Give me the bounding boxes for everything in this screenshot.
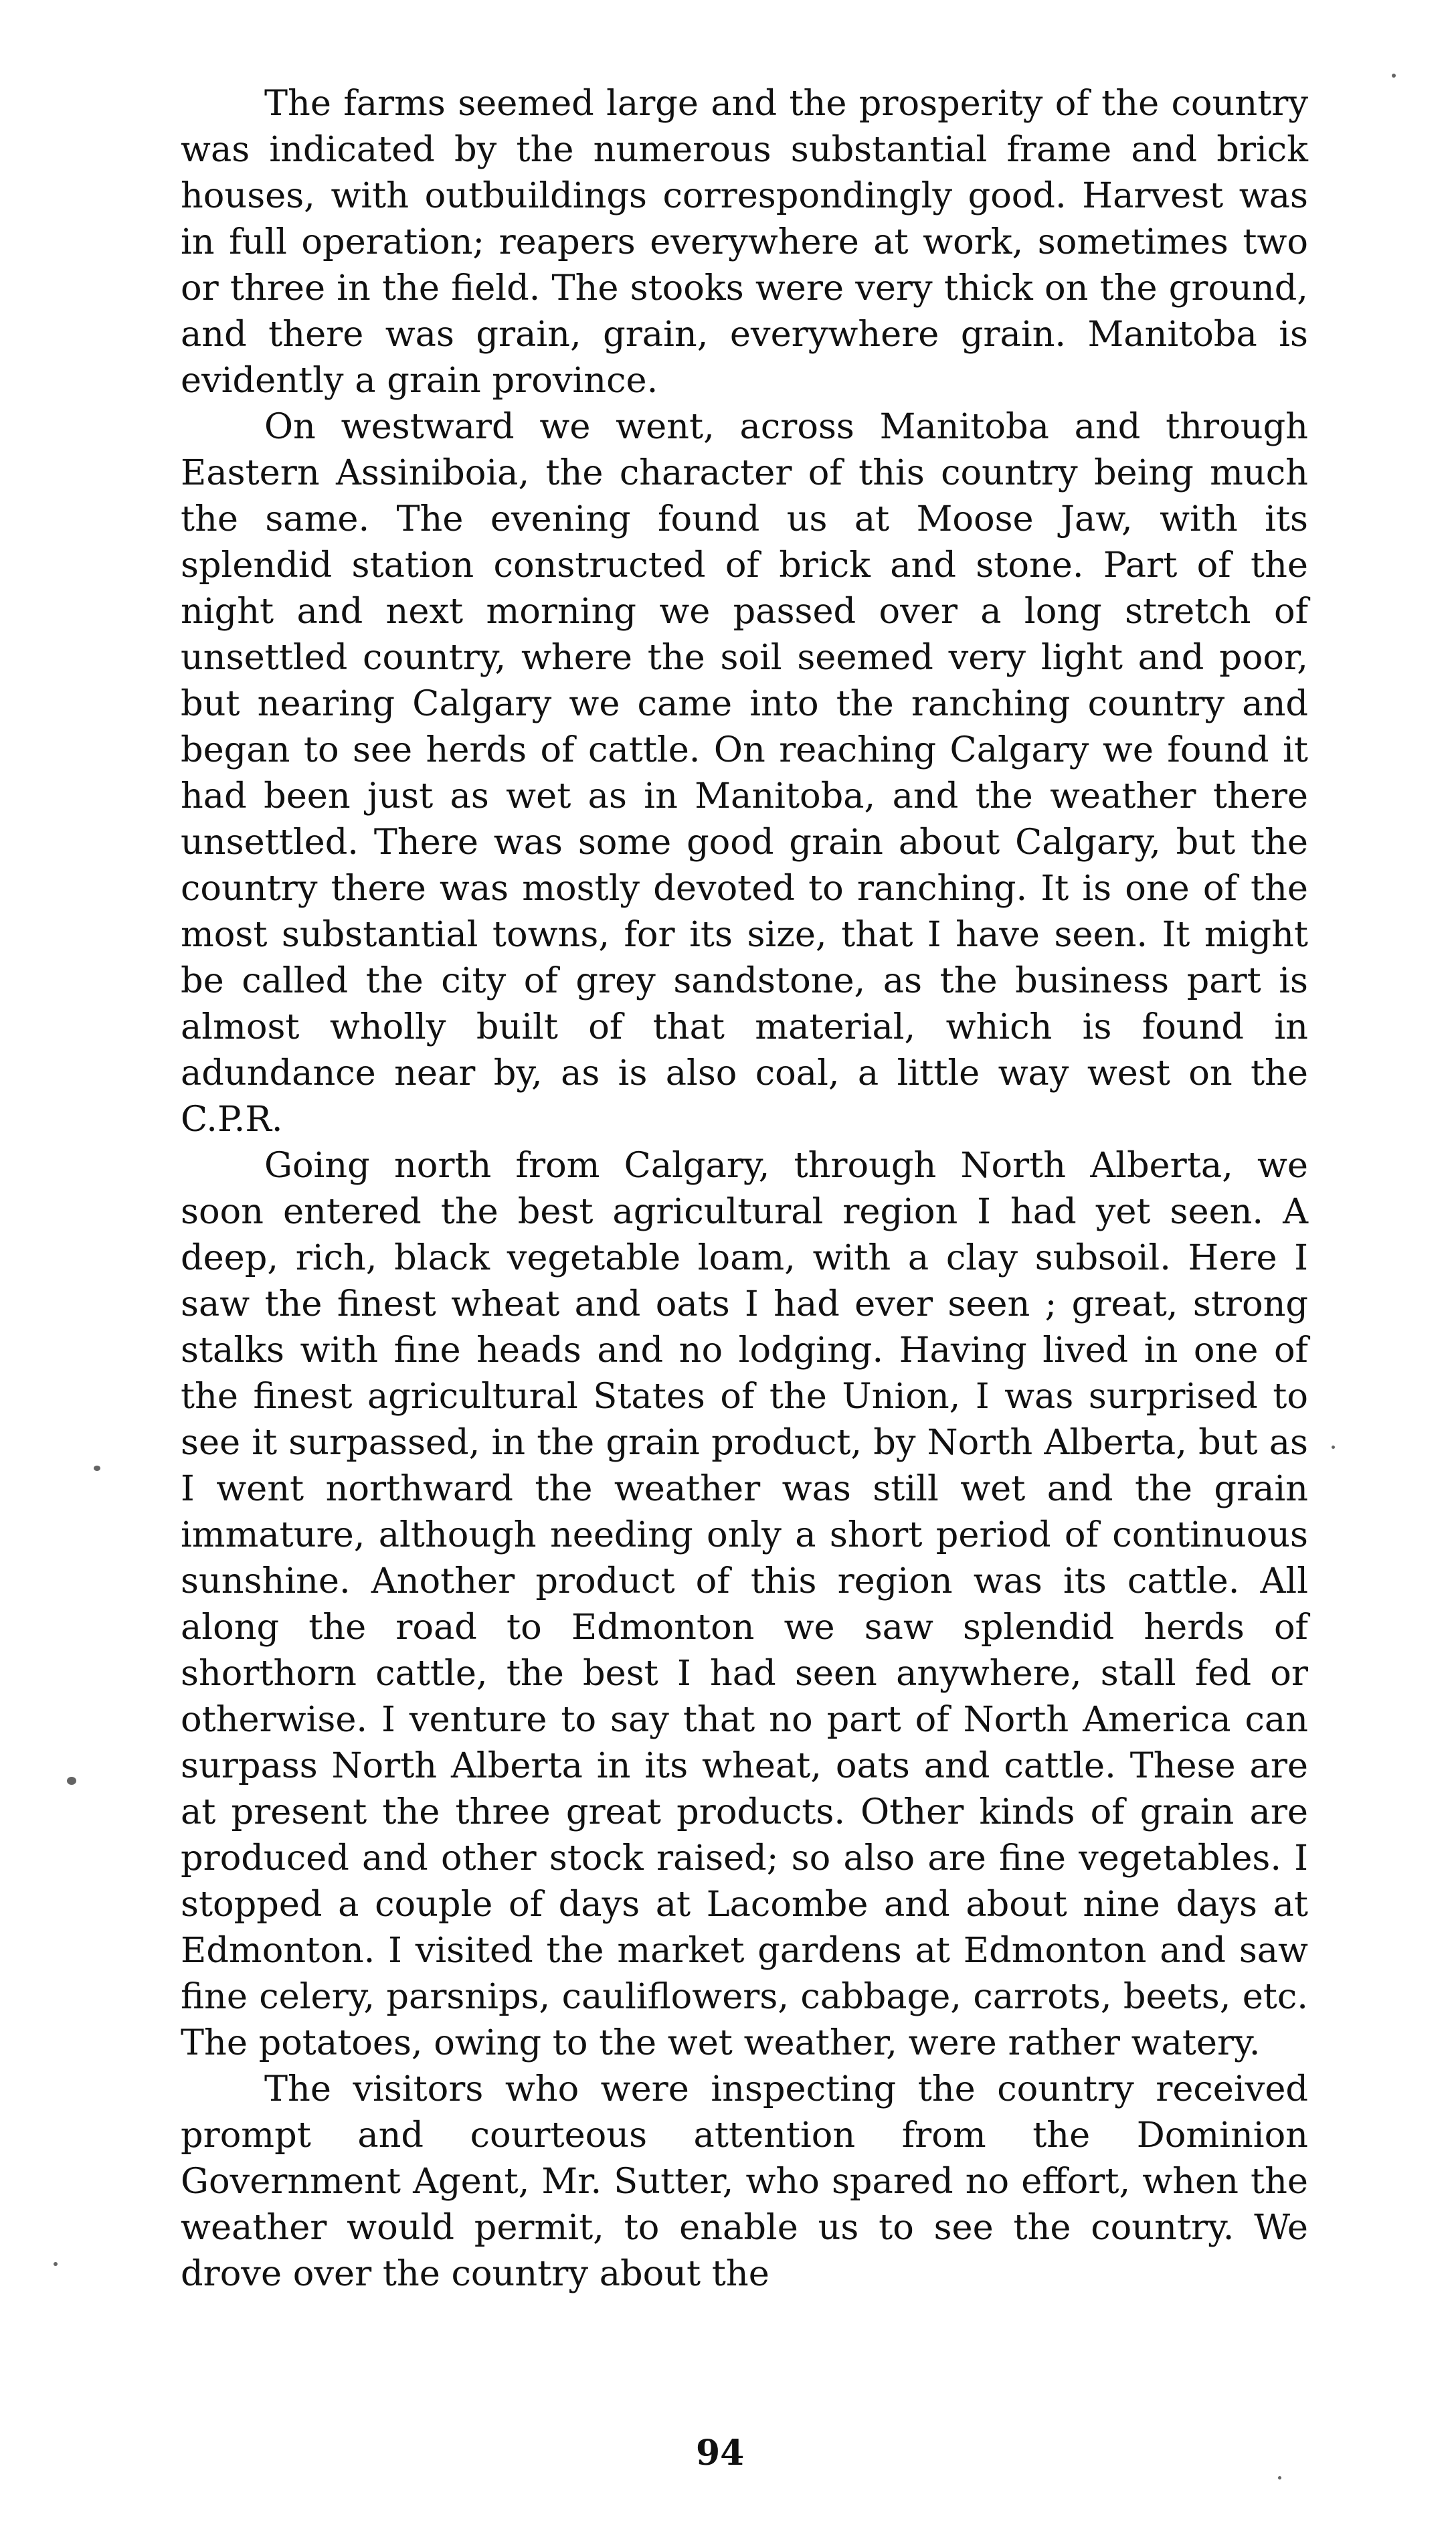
page-number: 94 [696, 2433, 745, 2473]
page-body [181, 80, 1308, 2297]
paragraph-farms: The farms seemed large and the prosperity of the country was indicated by the numerous substantial frame and brick houses, with outbuildings correspondingly good. Harvest was in full operation; reapers everywhere at work, sometimes two or three in the field. The stooks were very thick on the ground, and there was grain, grain, everywhere grain. Manitoba is evidently a grain province. [181, 83, 1308, 401]
paragraph-visitors: The visitors who were inspecting the country received prompt and courteous attention from the Dominion Government Agent, Mr. Sutter, who spared no effort, when the weather would permit, to enable us to see the country. We drove over the country about the [181, 2069, 1308, 2294]
scan-speck [1332, 1446, 1335, 1449]
scan-speck [54, 2262, 58, 2266]
scan-speck [94, 1466, 100, 1471]
scan-speck [1278, 2476, 1281, 2479]
scan-speck [67, 1777, 76, 1785]
paragraph-westward: On westward we went, across Manitoba and through Eastern Assiniboia, the character of this country being much the same. The evening found us at Moose Jaw, with its splendid station constructed of brick and stone. Part of the night and next morning we passed over a long stretch of unsettled country, where the soil seemed very light and poor, but nearing Calgary we came into the ranching country and began to see herds of cattle. On reaching Calgary we found it had been just as wet as in Manitoba, and the weather there unsettled. There was some good grain about Calgary, but the country there was mostly devoted to ranching. It is one of the most substantial towns, for its size, that I have seen. It might be called the city of grey sandstone, as the business part is almost wholly built of that material, which is found in adundance near by, as is also coal, a little way west on the C.P.R. [181, 406, 1308, 1140]
paragraph-north-alberta: Going north from Calgary, through North Alberta, we soon entered the best agricultural region I had yet seen. A deep, rich, black vegetable loam, with a clay subsoil. Here I saw the finest wheat and oats I had ever seen ; great, strong stalks with fine heads and no lodging. Having lived in one of the finest agricultural States of the Union, I was surprised to see it surpassed, in the grain product, by North Alberta, but as I went northward the weather was still wet and the grain immature, although needing only a short period of continuous sunshine. Another product of this region was its cattle. All along the road to Edmonton we saw splendid herds of shorthorn cattle, the best I had seen anywhere, stall fed or otherwise. I venture to say that no part of North America can surpass North Alberta in its wheat, oats and cattle. These are at present the three great products. Other kinds of grain are produced and other stock raised; so also are fine vegetables. I stopped a couple of days at Lacombe and about nine days at Edmonton. I visited the market gardens at Edmonton and saw fine celery, parsnips, cauliflowers, cabbage, carrots, beets, etc. The potatoes, owing to the wet weather, were rather watery. [181, 1145, 1308, 2063]
scan-speck [1392, 74, 1396, 78]
